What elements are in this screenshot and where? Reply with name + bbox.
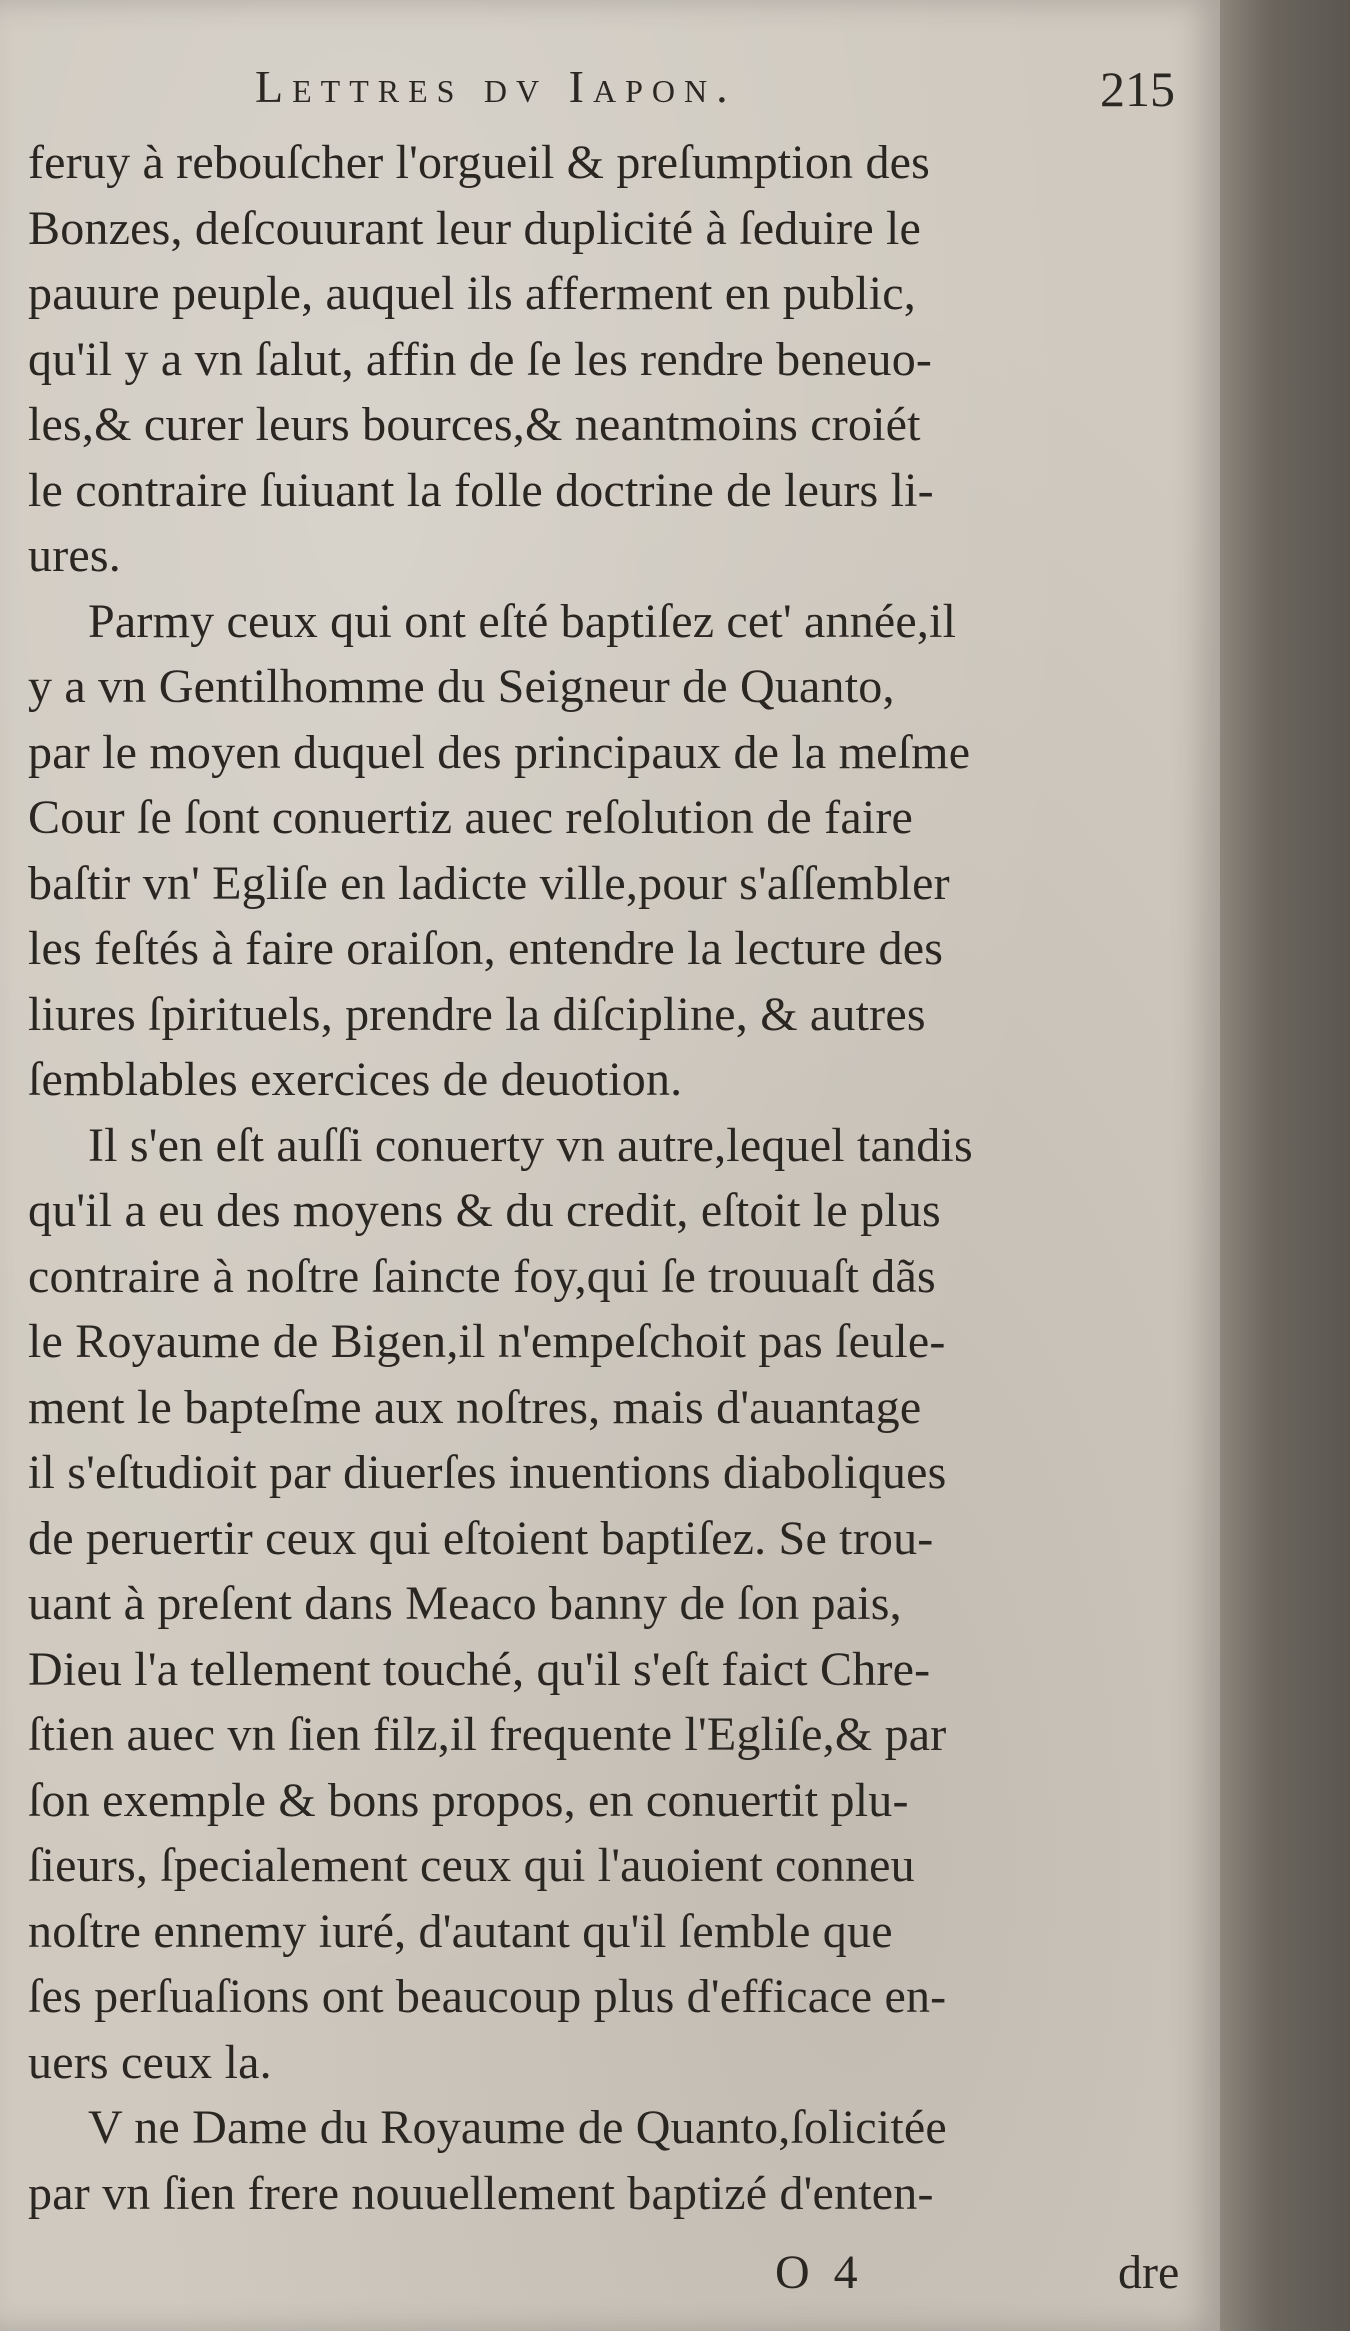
text-line: feruy à rebouſcher l'orgueil & preſumption des: [28, 136, 931, 189]
paragraph-start-line: Il s'en eſt auſſi conuerty vn autre,lequel tandis: [88, 1118, 973, 1172]
text-line: baſtir vn' Egliſe en ladicte ville,pour s'aſſembler: [28, 856, 950, 910]
text-line: qu'il a eu des moyens & du credit, eſtoit le plus: [28, 1184, 941, 1237]
text-line: contraire à noſtre ſaincte foy,qui ſe trouuaſt dãs: [28, 1249, 936, 1303]
text-line: noſtre ennemy iuré, d'autant qu'il ſemble que: [28, 1904, 893, 1958]
page-number: 215: [1100, 61, 1175, 117]
text-line: par vn ſien frere nouuellement baptizé d'enten-: [28, 2166, 934, 2220]
page-edge-shadow: [1220, 0, 1350, 2331]
signature-mark: O 4: [775, 2246, 864, 2299]
text-line: ſtien auec vn ſien filz,il frequente l'Egliſe,& par: [28, 1708, 947, 1761]
text-line: les,& curer leurs bources,& neantmoins croiét: [28, 398, 921, 451]
text-line: ſon exemple & bons propos, en conuertit plu-: [28, 1773, 909, 1827]
text-line: pauure peuple, auquel ils afferment en public,: [28, 267, 916, 320]
paragraph-start-line: Parmy ceux qui ont eſté baptiſez cet' année,il: [88, 594, 957, 648]
text-line: le Royaume de Bigen,il n'empeſchoit pas ſeule-: [28, 1315, 946, 1368]
catchword: dre: [1118, 2246, 1180, 2299]
text-line: le contraire ſuiuant la folle doctrine de leurs li-: [28, 463, 934, 517]
text-line: ment le bapteſme aux noſtres, mais d'auantage: [28, 1380, 922, 1434]
page-header: [0, 60, 1220, 130]
text-line: qu'il y a vn ſalut, affin de ſe les rendre beneuo-: [28, 332, 933, 386]
text-line: par le moyen duquel des principaux de la meſme: [28, 725, 971, 779]
text-line: Cour ſe ſont conuertiz auec reſolution de faire: [28, 791, 914, 844]
text-line: les feſtés à faire oraiſon, entendre la lecture des: [28, 922, 944, 975]
text-line: ſemblables exercices de deuotion.: [28, 1053, 683, 1106]
running-title: Lettres dv Iapon.: [255, 61, 737, 112]
text-line: liures ſpirituels, prendre la diſcipline, & autres: [28, 987, 926, 1041]
page-footer: [0, 2245, 1220, 2315]
text-line: uant à preſent dans Meaco banny de ſon pais,: [28, 1577, 902, 1630]
text-line: ſes perſuaſions ont beaucoup plus d'efficace en-: [28, 1970, 947, 2023]
text-line: ſieurs, ſpecialement ceux qui l'auoient conneu: [28, 1839, 915, 1892]
text-line: Dieu l'a tellement touché, qu'il s'eſt faict Chre-: [28, 1642, 931, 1696]
text-line: de peruertir ceux qui eſtoient baptiſez. Se trou-: [28, 1511, 934, 1565]
text-line: il s'eſtudioit par diuerſes inuentions diaboliques: [28, 1446, 947, 1499]
text-line: uers ceux la.: [28, 2035, 272, 2089]
text-line: Bonzes, deſcouurant leur duplicité à ſeduire le: [28, 201, 922, 255]
text-line: ures.: [28, 529, 121, 582]
body-text: [28, 130, 1208, 2226]
paragraph-start-line: V ne Dame du Royaume de Quanto,ſolicitée: [88, 2101, 947, 2154]
text-line: y a vn Gentilhomme du Seigneur de Quanto,: [28, 660, 895, 713]
